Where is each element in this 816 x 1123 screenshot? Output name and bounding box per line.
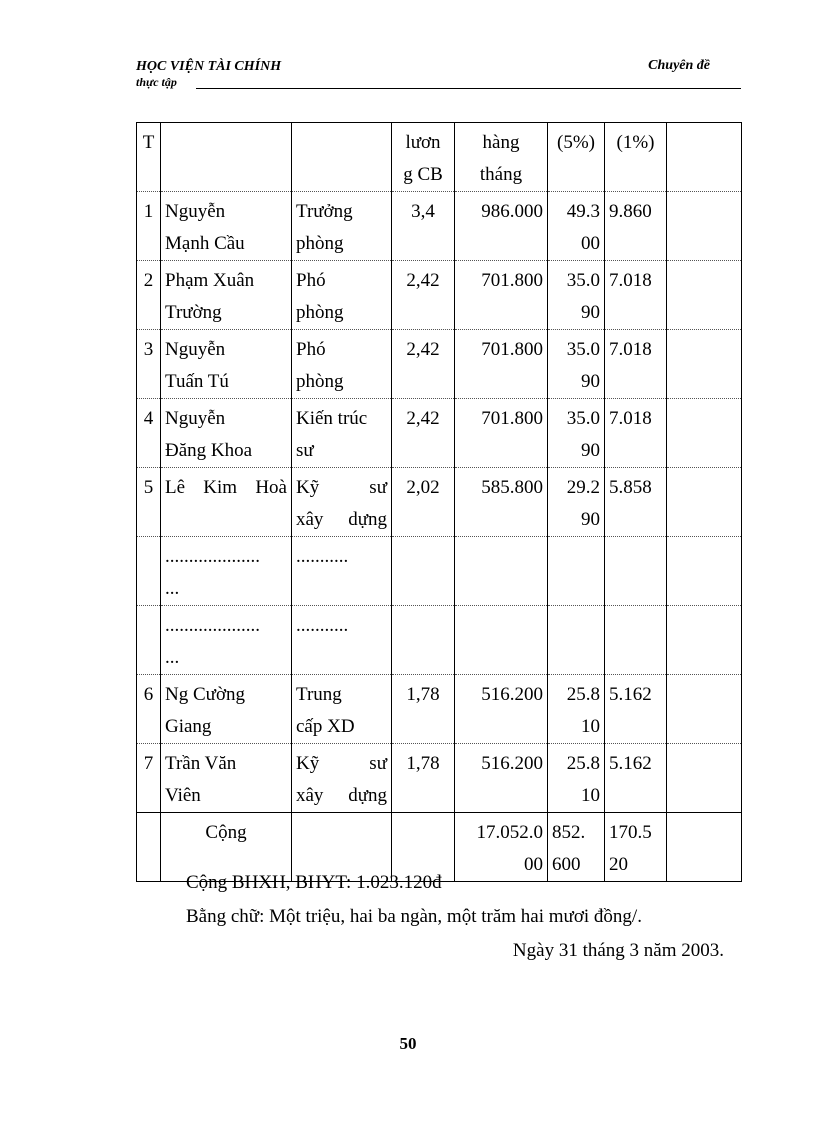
table-row bbox=[137, 744, 742, 813]
extra-cell bbox=[667, 330, 742, 399]
table-row bbox=[137, 192, 742, 261]
document-date: Ngày 31 tháng 3 năm 2003. bbox=[512, 940, 724, 961]
no-cell: 4 bbox=[137, 399, 161, 468]
salary-cell: 516.200 bbox=[455, 744, 548, 813]
bhyt-cell: 5.858 bbox=[605, 468, 667, 537]
total-cell bbox=[137, 813, 161, 882]
header-cell bbox=[161, 123, 292, 192]
bhyt-cell bbox=[605, 537, 667, 606]
table-row bbox=[137, 468, 742, 537]
header-cell: (5%) bbox=[548, 123, 605, 192]
total-cell bbox=[667, 813, 742, 882]
table-row bbox=[137, 330, 742, 399]
bhxh-cell bbox=[548, 606, 605, 675]
position-cell: Kiến trúc sư bbox=[292, 399, 392, 468]
bhxh-cell: 25.8 10 bbox=[548, 675, 605, 744]
no-cell bbox=[137, 606, 161, 675]
coef-cell: 2,02 bbox=[392, 468, 455, 537]
total-cell: 852. 600 bbox=[548, 813, 605, 882]
table-row bbox=[137, 606, 742, 675]
header-left bbox=[136, 58, 281, 89]
bhxh-cell: 49.3 00 bbox=[548, 192, 605, 261]
no-cell: 5 bbox=[137, 468, 161, 537]
name-cell: Nguyễn Đăng Khoa bbox=[161, 399, 292, 468]
header-cell: (1%) bbox=[605, 123, 667, 192]
header-cell: hàng tháng bbox=[455, 123, 548, 192]
extra-cell bbox=[667, 261, 742, 330]
position-cell: ........... bbox=[292, 606, 392, 675]
no-cell: 2 bbox=[137, 261, 161, 330]
document-type-title: Chuyên đề bbox=[648, 58, 710, 73]
institution-title: HỌC VIỆN TÀI CHÍNH bbox=[136, 59, 282, 74]
table-header-row bbox=[137, 123, 742, 192]
salary-cell: 701.800 bbox=[455, 261, 548, 330]
coef-cell bbox=[392, 606, 455, 675]
extra-cell bbox=[667, 744, 742, 813]
position-cell: ........... bbox=[292, 537, 392, 606]
salary-cell bbox=[455, 606, 548, 675]
coef-cell: 3,4 bbox=[392, 192, 455, 261]
coef-cell: 2,42 bbox=[392, 261, 455, 330]
name-cell: .................... ... bbox=[161, 537, 292, 606]
total-label: Cộng bbox=[161, 813, 292, 882]
bhyt-cell: 5.162 bbox=[605, 675, 667, 744]
bhyt-cell: 9.860 bbox=[605, 192, 667, 261]
name-cell: Nguyễn Mạnh Cầu bbox=[161, 192, 292, 261]
bhxh-cell: 25.8 10 bbox=[548, 744, 605, 813]
extra-cell bbox=[667, 468, 742, 537]
no-cell bbox=[137, 537, 161, 606]
header-cell: lươn g CB bbox=[392, 123, 455, 192]
extra-cell bbox=[667, 606, 742, 675]
position-cell: Phó phòng bbox=[292, 330, 392, 399]
no-cell: 7 bbox=[137, 744, 161, 813]
total-cell: 17.052.0 00 bbox=[455, 813, 548, 882]
amount-in-words: Bằng chữ: Một triệu, hai ba ngàn, một trăm hai mươi đồng/. bbox=[186, 906, 642, 927]
bhxh-cell: 35.0 90 bbox=[548, 261, 605, 330]
salary-cell bbox=[455, 537, 548, 606]
page-number: 50 bbox=[399, 1034, 417, 1053]
header-cell: T bbox=[137, 123, 161, 192]
no-cell: 6 bbox=[137, 675, 161, 744]
salary-cell: 585.800 bbox=[455, 468, 548, 537]
table-row bbox=[137, 537, 742, 606]
total-cell: 170.5 20 bbox=[605, 813, 667, 882]
salary-cell: 701.800 bbox=[455, 330, 548, 399]
extra-cell bbox=[667, 537, 742, 606]
coef-cell: 1,78 bbox=[392, 675, 455, 744]
salary-cell: 516.200 bbox=[455, 675, 548, 744]
name-cell: Lê Kim Hoà bbox=[161, 468, 292, 537]
name-cell: Trần Văn Viên bbox=[161, 744, 292, 813]
header-divider bbox=[196, 88, 741, 89]
name-cell: Phạm Xuân Trường bbox=[161, 261, 292, 330]
salary-table bbox=[136, 122, 742, 882]
no-cell: 1 bbox=[137, 192, 161, 261]
bhxh-cell: 29.2 90 bbox=[548, 468, 605, 537]
extra-cell bbox=[667, 192, 742, 261]
coef-cell bbox=[392, 537, 455, 606]
extra-cell bbox=[667, 675, 742, 744]
header-cell bbox=[292, 123, 392, 192]
no-cell: 3 bbox=[137, 330, 161, 399]
header-subtitle: thực tập bbox=[136, 75, 177, 89]
bhxh-cell: 35.0 90 bbox=[548, 399, 605, 468]
position-cell: Phó phòng bbox=[292, 261, 392, 330]
bhyt-cell bbox=[605, 606, 667, 675]
table-row bbox=[137, 399, 742, 468]
insurance-total-line: Cộng BHXH, BHYT: 1.023.120đ bbox=[186, 872, 442, 893]
coef-cell: 2,42 bbox=[392, 330, 455, 399]
name-cell: Nguyễn Tuấn Tú bbox=[161, 330, 292, 399]
bhyt-cell: 7.018 bbox=[605, 399, 667, 468]
name-cell: Ng Cường Giang bbox=[161, 675, 292, 744]
position-cell: Trưởng phòng bbox=[292, 192, 392, 261]
position-cell: Kỹ sư xây dựng bbox=[292, 468, 392, 537]
table-row bbox=[137, 675, 742, 744]
table-row bbox=[137, 261, 742, 330]
position-cell: Trung cấp XD bbox=[292, 675, 392, 744]
salary-cell: 701.800 bbox=[455, 399, 548, 468]
salary-cell: 986.000 bbox=[455, 192, 548, 261]
bhyt-cell: 7.018 bbox=[605, 330, 667, 399]
bhyt-cell: 5.162 bbox=[605, 744, 667, 813]
bhyt-cell: 7.018 bbox=[605, 261, 667, 330]
bhxh-cell bbox=[548, 537, 605, 606]
bhxh-cell: 35.0 90 bbox=[548, 330, 605, 399]
coef-cell: 2,42 bbox=[392, 399, 455, 468]
extra-cell bbox=[667, 399, 742, 468]
header-cell bbox=[667, 123, 742, 192]
coef-cell: 1,78 bbox=[392, 744, 455, 813]
name-cell: .................... ... bbox=[161, 606, 292, 675]
position-cell: Kỹ sư xây dựng bbox=[292, 744, 392, 813]
